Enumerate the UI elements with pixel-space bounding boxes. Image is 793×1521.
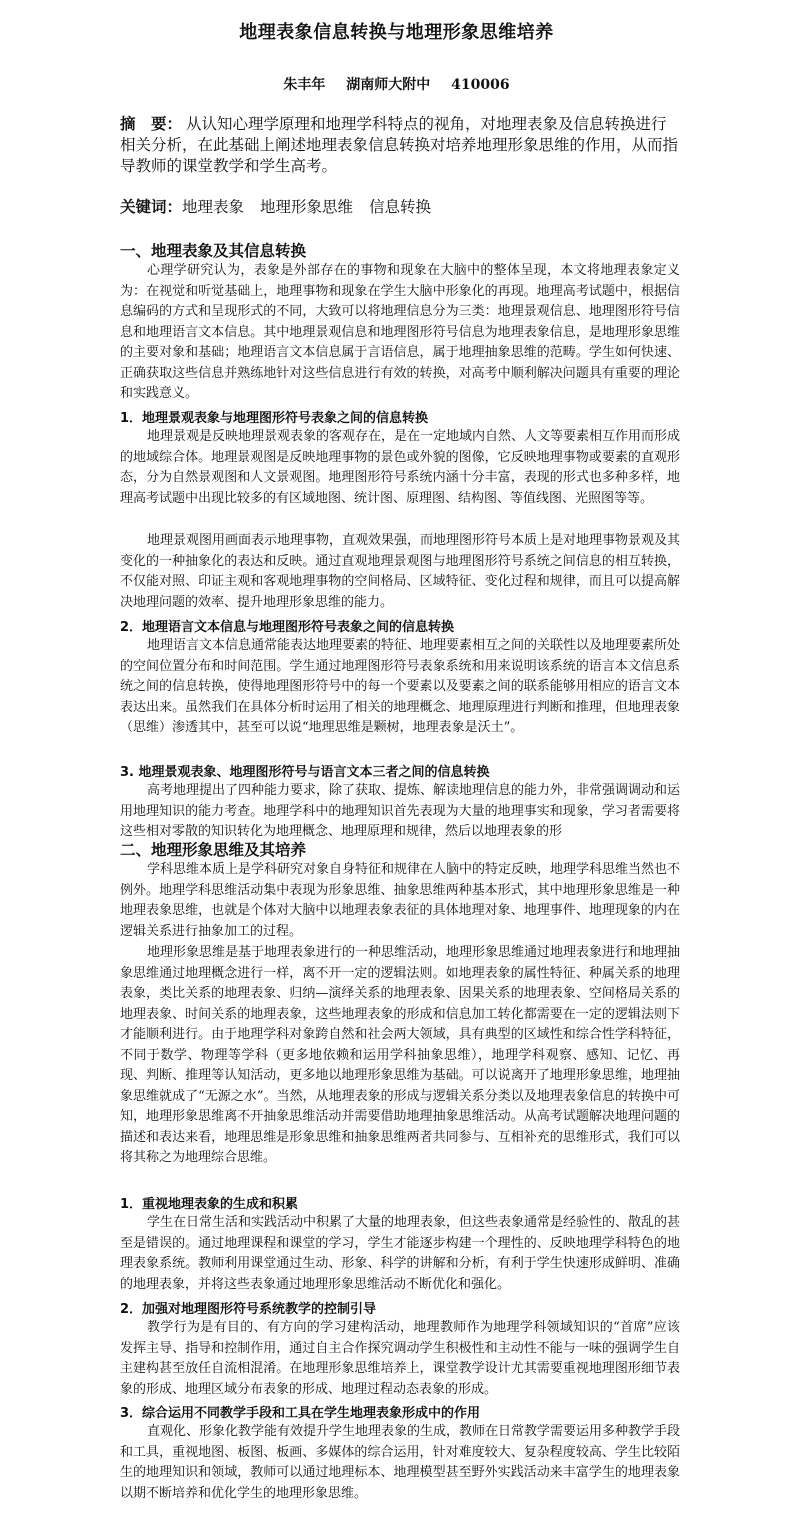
author-name: 朱丰年 bbox=[283, 77, 326, 93]
paragraph: 地理语言文本信息通常能表达地理要素的特征、地理要素相互之间的关联性以及地理要素所处的空间位置分布和时间范围。学生通过地理图形符号表象系统和用来说明该系统的语言本文信息系统之间的信息转换，使得地理图形符号中的每一个要素以及要素之间的联系能够用相应的语言文本表达出来。虽然我们在具体分析时运用了相关的地理概念、地理原理进行判断和推理，但地理表象（思维）渗透其中，甚至可以说“地理思维是颗树，地理表象是沃土”。 bbox=[120, 638, 680, 735]
section-1-1-heading: 1．地理景观表象与地理图形符号表象之间的信息转换 bbox=[120, 411, 429, 426]
paragraph: 高考地理提出了四种能力要求，除了获取、提炼、解读地理信息的能力外，非常强调调动和运用地理知识的能力考查。地理学科中的地理知识首先表现为大量的地理事实和现象，学习者需要将这些相对零散的知识转化为地理概念、地理原理和规律，然后以地理表象的形 bbox=[120, 783, 680, 839]
paragraph: 教学行为是有目的、有方向的学习建构活动，地理教师作为地理学科领域知识的“首席”应该发挥主导、指导和控制作用，通过自主合作探究调动学生积极性和主动性不能与一味的强调学生自主建构甚至放任自流相混淆。在地理形象思维培养上，课堂教学设计尤其需要重视地理图形细节表象的形成、地理区域分布表象的形成、地理过程动态表象的形成。 bbox=[120, 1320, 680, 1397]
paragraph: 地理景观是反映地理景观表象的客观存在，是在一定地域内自然、人文等要素相互作用而形成的地域综合体。地理景观图是反映地理事物的景色或外貌的图像，它反映地理事物或要素的直观形态，分为自然景观图和人文景观图。地理图形符号系统内涵十分丰富，表现的形式也多种多样，地理高考试题中出现比较多的有区域地图、统计图、原理图、结构图、等值线图、光照图等等。 bbox=[120, 429, 680, 506]
paragraph: 地理形象思维是基于地理表象进行的一种思维活动，地理形象思维通过地理表象进行和地理抽象思维通过地理概念进行一样，离不开一定的逻辑法则。如地理表象的属性特征、种属关系的地理表象，类比关系的地理表象、归纳—演绎关系的地理表象、因果关系的地理表象、空间格局关系的地理表象、时间关系的地理表象，这些地理表象的形成和信息加工转化都需要在一定的逻辑法则下才能顺利进行。由于地理学科对象跨自然和社会两大领域，具有典型的区域性和综合性学科特征，不同于数学、物理等学科（更多地依赖和运用学科抽象思维），地理学科观察、感知、记忆、再现、判断、推理等认知活动，更多地以地理形象思维为基础。可以说离开了地理形象思维，地理抽象思维就成了“无源之水”。当然，从地理表象的形成与逻辑关系分类以及地理表象信息的转换中可知，地理形象思维离不开抽象思维活动并需要借助地理抽象思维活动。从高考试题解决地理问题的描述和表达来看，地理思维是形象思维和抽象思维两者共同参与、互相补充的思维形式，我们可以将其称之为地理综合思维。 bbox=[120, 945, 680, 1165]
section-2-heading: 二、地理形象思维及其培养 bbox=[120, 841, 307, 859]
section-1-3-heading: 3. 地理景观表象、地理图形符号与语言文本三者之间的信息转换 bbox=[120, 765, 490, 780]
paragraph: 地理景观图用画面表示地理事物，直观效果强，而地理图形符号本质上是对地理事物景观及其变化的一种抽象化的表达和反映。通过直观地理景观图与地理图形符号系统之间信息的相互转换，不仅能对照、印证主观和客观地理事物的空间格局、区域特征、变化过程和规律，而且可以提高解决地理问题的效率、提升地理形象思维的能力。 bbox=[120, 533, 680, 610]
abstract-text: 从认知心理学原理和地理学科特点的视角，对地理表象及信息转换进行相关分析，在此基础上阐述地理表象信息转换对培养地理形象思维的作用，从而指导教师的课堂教学和学生高考。 bbox=[120, 115, 679, 175]
section-2-3-heading: 3．综合运用不同教学手段和工具在学生地理表象形成中的作用 bbox=[120, 1406, 481, 1421]
abstract bbox=[120, 113, 680, 177]
keyword: 地理表象 bbox=[182, 198, 245, 216]
keyword: 信息转换 bbox=[369, 198, 432, 216]
section-2-2-heading: 2．加强对地理图形符号系统教学的控制引导 bbox=[120, 1302, 377, 1317]
paper-title: 地理表象信息转换与地理形象思维培养 bbox=[239, 22, 554, 43]
paragraph: 直观化、形象化教学能有效提升学生地理表象的生成，教师在日常教学需要运用多种教学手段和工具，重视地图、板图、板画、多媒体的综合运用，针对难度较大、复杂程度较高、学生比较陌生的地理知识和领域，教师可以通过地理标本、地理模型甚至野外实践活动来丰富学生的地理表象以期不断培养和优化学生的地理形象思维。 bbox=[120, 1424, 680, 1501]
keywords-label: 关键词： bbox=[120, 197, 183, 216]
paragraph: 学生在日常生活和实践活动中积累了大量的地理表象，但这些表象通常是经验性的、散乱的甚至是错误的。通过地理课程和课堂的学习，学生才能逐步构建一个理性的、反映地理学科特色的地理表象系统。教师利用课堂通过生动、形象、科学的讲解和分析，有利于学生快速形成鲜明、准确的地理表象，并将这些表象通过地理形象思维活动不断优化和强化。 bbox=[120, 1215, 680, 1292]
section-2-1-heading: 1．重视地理表象的生成和积累 bbox=[120, 1197, 299, 1212]
keywords bbox=[120, 196, 680, 218]
author-line bbox=[0, 74, 793, 94]
paragraph: 学科思维本质上是学科研究对象自身特征和规律在人脑中的特定反映，地理学科思维当然也不例外。地理学科思维活动集中表现为形象思维、抽象思维两种基本形式，其中地理形象思维是一种地理表象思维，也就是个体对大脑中以地理表象表征的具体地理对象、地理事件、地理现象的内在逻辑关系进行抽象加工的过程。 bbox=[120, 862, 680, 939]
abstract-label: 摘 要： bbox=[120, 114, 183, 133]
keyword: 地理形象思维 bbox=[260, 198, 354, 216]
section-1-heading: 一、地理表象及其信息转换 bbox=[120, 242, 307, 260]
section-1-intro: 心理学研究认为，表象是外部存在的事物和现象在大脑中的整体呈现，本文将地理表象定义为：在视觉和听觉基础上，地理事物和现象在学生大脑中形象化的再现。地理高考试题中，根据信息编码的方式和呈现形式的不同，大致可以将地理信息分为三类：地理景观信息、地理图形符号信息和地理语言文本信息。其中地理景观信息和地理图形符号信息为地理表象信息，是地理形象思维的主要对象和基础；地理语言文本信息属于言语信息，属于地理抽象思维的范畴。学生如何快速、正确获取这些信息并熟练地针对这些信息进行有效的转换，对高考中顺利解决问题具有重要的理论和实践意义。 bbox=[120, 263, 680, 401]
section-1-2-heading: 2．地理语言文本信息与地理图形符号表象之间的信息转换 bbox=[120, 620, 455, 635]
author-affiliation: 湖南师大附中 bbox=[346, 77, 431, 93]
author-postcode: 410006 bbox=[451, 77, 510, 93]
